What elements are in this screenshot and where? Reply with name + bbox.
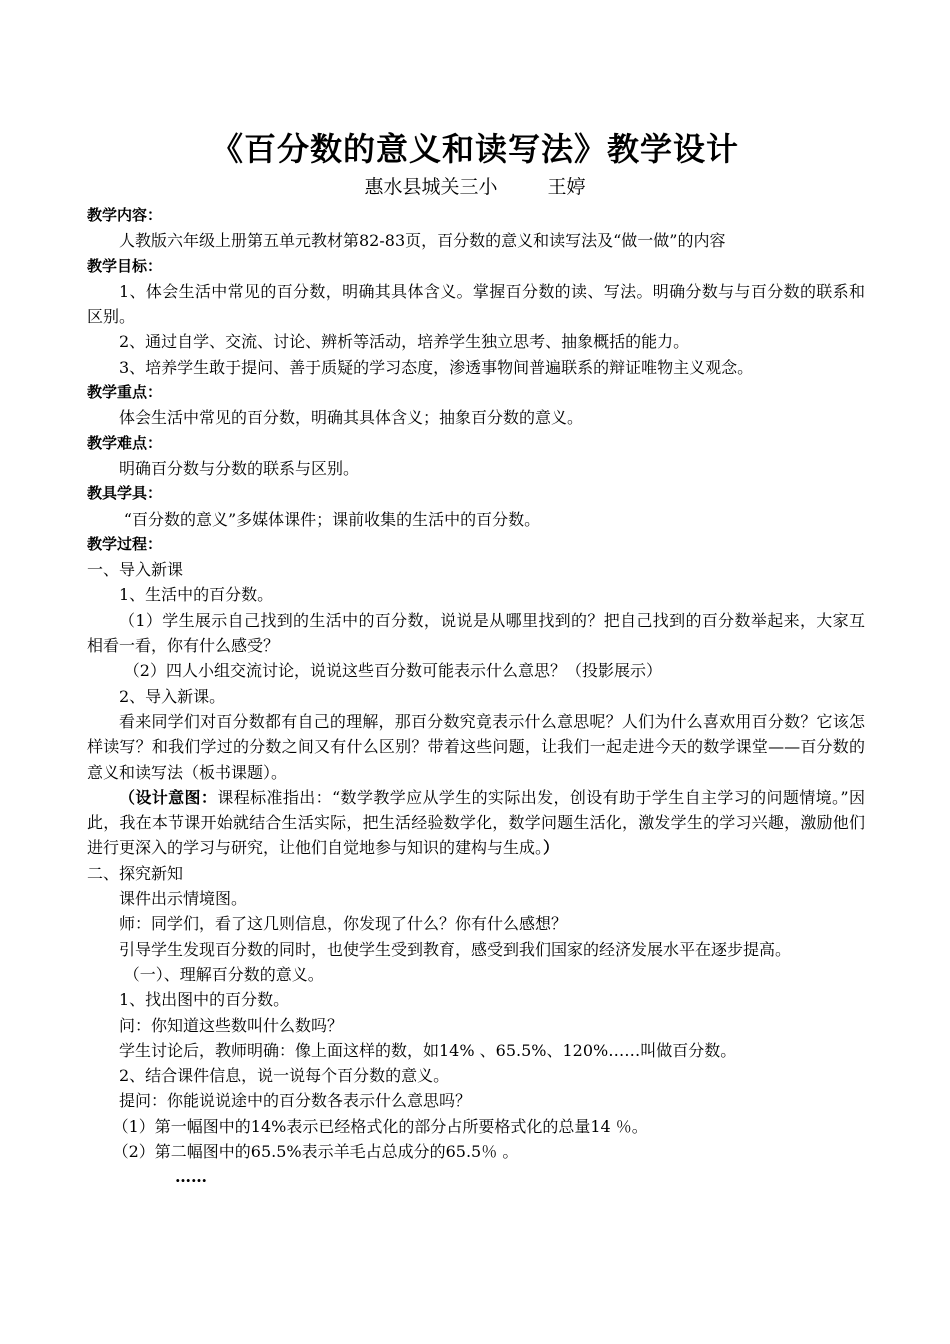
heading-key-point: 教学重点： — [87, 383, 163, 402]
section-1-item-2a: 看来同学们对百分数都有自己的理解，那百分数究竟表示什么意思呢？人们为什么喜欢用百分数？它该怎样读写？和我们学过的分数之间又有什么区别？带着这些问题，让我们一起走进今天的数学课堂——百分数的意义和读写法（板书课题）。 — [87, 711, 865, 782]
design-intent-text: 课程标准指出：“数学教学应从学生的实际出发，创设有助于学生自主学习的问题情境。”因此，我在本节课开始就结合生活实际，把生活经验数学化，数学问题生活化，激发学生的学习兴趣，激励他们进行更深入的学习与研究，让他们自觉地参与知识的建构与生成。 — [87, 787, 865, 858]
section-1-item-1b: （2）四人小组交流讨论，说说这些百分数可能表示什么意思？（投影展示） — [123, 661, 662, 681]
section-2-item-2a: 提问：你能说说途中的百分数各表示什么意思吗？ — [119, 1091, 472, 1111]
section-2-item-2b: （1）第一幅图中的14%表示已经格式化的部分占所要格式化的总量14 ％。 — [112, 1116, 648, 1136]
section-2-item-1b: 学生讨论后，教师明确：像上面这样的数，如14% 、65.5%、120%……叫做百分数。 — [119, 1040, 737, 1060]
author-line — [0, 172, 950, 202]
section-2-item-1: 1、找出图中的百分数。 — [119, 990, 290, 1010]
heading-tools: 教具学具： — [87, 484, 163, 503]
goal-2: 2、通过自学、交流、讨论、辨析等活动，培养学生独立思考、抽象概括的能力。 — [119, 332, 690, 352]
heading-goals: 教学目标： — [87, 256, 163, 275]
section-2-item-1a: 问：你知道这些数叫什么数吗？ — [119, 1015, 344, 1035]
section-2-line-b: 师：同学们，看了这几则信息，你发现了什么？你有什么感想？ — [119, 914, 568, 934]
tools-text: “百分数的意义”多媒体课件；课前收集的生活中的百分数。 — [123, 509, 541, 529]
goal-3: 3、培养学生敢于提问、善于质疑的学习态度，渗透事物间普遍联系的辩证唯物主义观念。 — [119, 357, 754, 377]
ellipsis: …… — [175, 1167, 207, 1187]
document-body — [87, 203, 865, 1190]
design-intent-close: ） — [543, 838, 560, 858]
difficulty-text: 明确百分数与分数的联系与区别。 — [119, 458, 360, 478]
section-2-line-a: 课件出示情境图。 — [119, 889, 248, 909]
heading-difficulty: 教学难点： — [87, 433, 163, 452]
goal-1: 1、体会生活中常见的百分数，明确其具体含义。掌握百分数的读、写法。明确分数与与百分数的联系和区别。 — [87, 281, 865, 327]
section-1-item-1: 1、生活中的百分数。 — [119, 585, 274, 605]
design-intent-label: （设计意图： — [119, 787, 218, 807]
section-2-title: 二、探究新知 — [87, 863, 184, 883]
heading-content: 教学内容： — [87, 206, 163, 224]
section-1-item-1a: （1）学生展示自己找到的生活中的百分数，说说是从哪里找到的？把自己找到的百分数举起来，大家互相看一看，你有什么感受？ — [87, 610, 865, 656]
section-2-subheading-1: （一）、理解百分数的意义。 — [123, 964, 324, 984]
section-2-item-2: 2、结合课件信息，说一说每个百分数的意义。 — [119, 1066, 450, 1086]
content-text: 人教版六年级上册第五单元教材第82-83页，百分数的意义和读写法及“做一做”的内容 — [119, 231, 726, 251]
document-title: 《百分数的意义和读写法》教学设计 — [210, 130, 739, 168]
author-name: 王婷 — [547, 176, 586, 198]
section-2-item-2c: （2）第二幅图中的65.5%表示羊毛占总成分的65.5％ 。 — [112, 1141, 519, 1161]
key-point-text: 体会生活中常见的百分数，明确其具体含义；抽象百分数的意义。 — [119, 408, 584, 428]
design-intent-paragraph — [87, 785, 865, 861]
heading-process: 教学过程： — [87, 534, 163, 553]
section-1-title: 一、导入新课 — [87, 560, 184, 580]
section-1-item-2: 2、导入新课。 — [119, 686, 226, 706]
section-2-line-c: 引导学生发现百分数的同时，也使学生受到教育，感受到我们国家的经济发展水平在逐步提高。 — [119, 939, 792, 959]
school-name: 惠水县城关三小 — [364, 176, 498, 198]
